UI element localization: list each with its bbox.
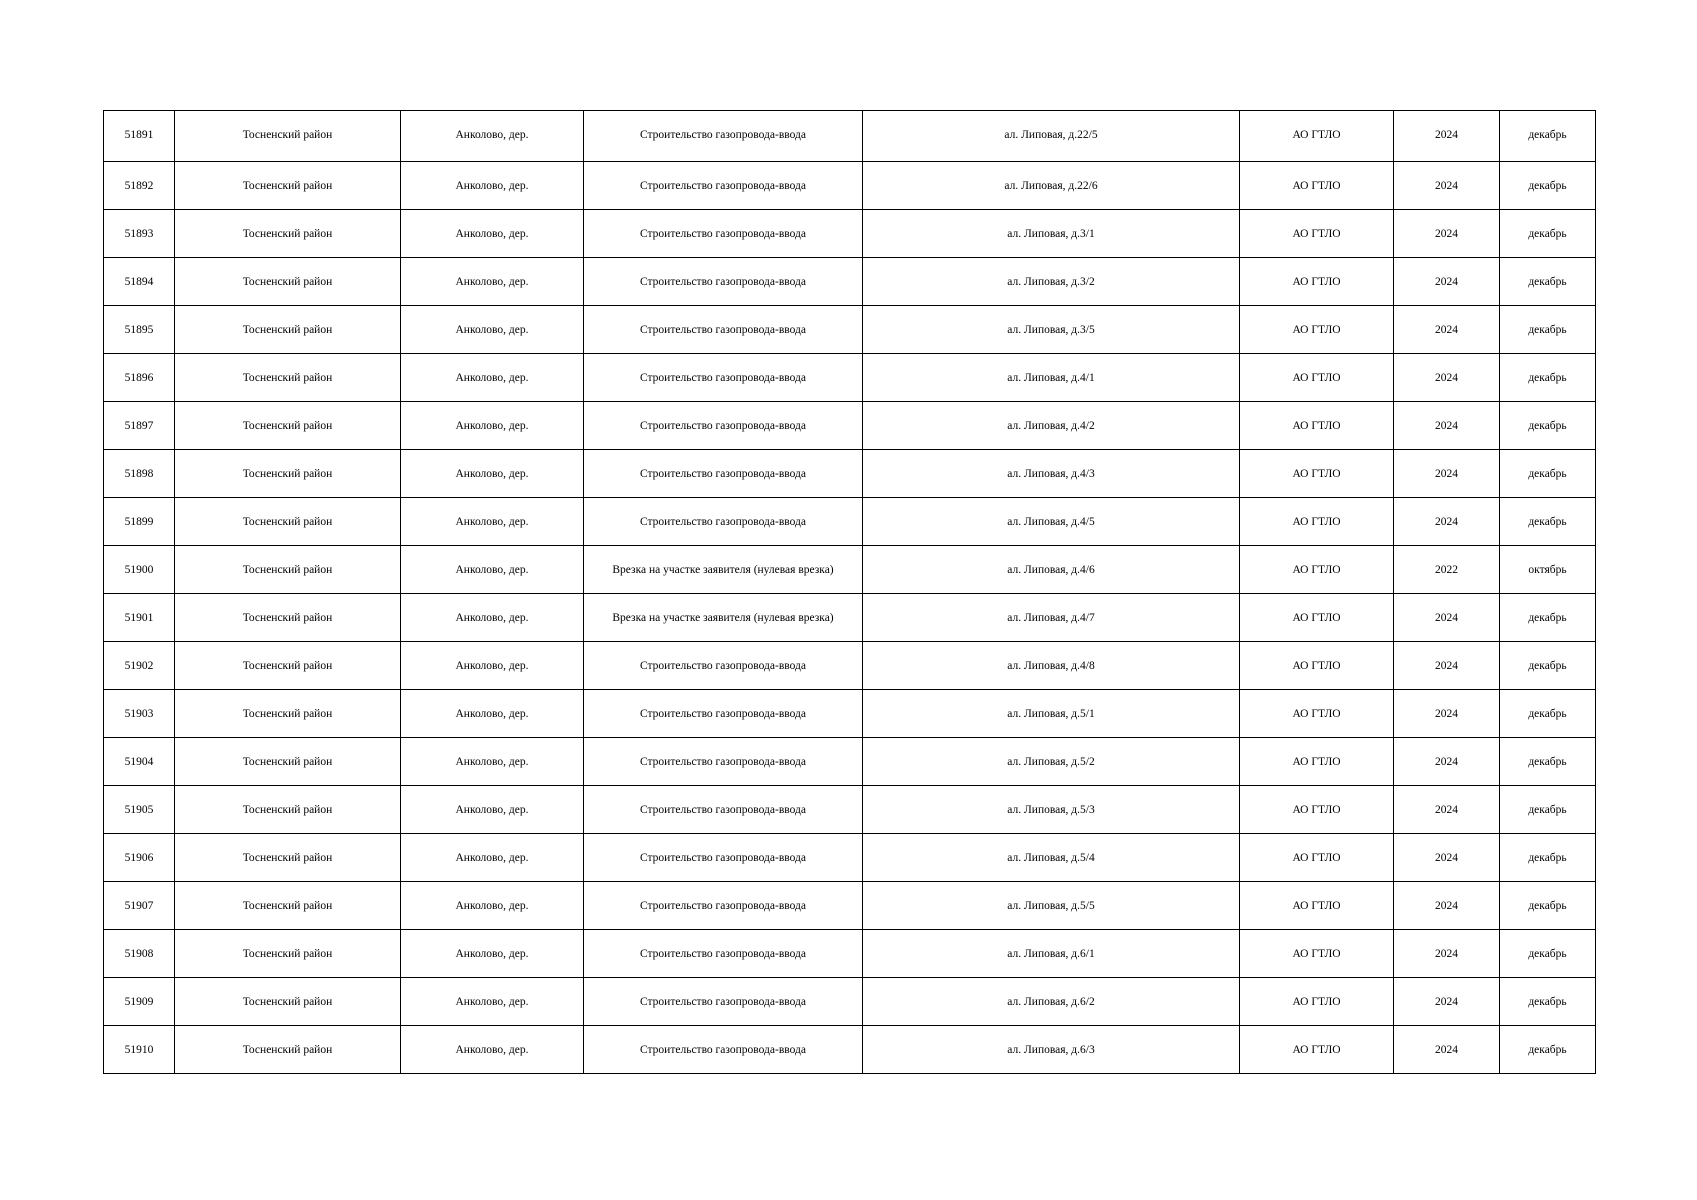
cell-address: ал. Липовая, д.3/2 [863,258,1240,306]
cell-year: 2024 [1394,690,1500,738]
cell-year: 2024 [1394,498,1500,546]
cell-locality: Анколово, дер. [401,738,584,786]
cell-address: ал. Липовая, д.4/5 [863,498,1240,546]
table-row [104,642,1596,690]
cell-month: декабрь [1500,738,1596,786]
cell-organization: АО ГТЛО [1240,210,1394,258]
cell-record-number: 51909 [104,978,175,1026]
cell-address: ал. Липовая, д.3/1 [863,210,1240,258]
cell-district: Тосненский район [175,882,401,930]
cell-record-number: 51902 [104,642,175,690]
table-row [104,978,1596,1026]
cell-month: декабрь [1500,354,1596,402]
cell-record-number: 51892 [104,162,175,210]
cell-record-number: 51898 [104,450,175,498]
table-row [104,546,1596,594]
cell-organization: АО ГТЛО [1240,642,1394,690]
cell-month: декабрь [1500,306,1596,354]
cell-organization: АО ГТЛО [1240,594,1394,642]
cell-work-type: Врезка на участке заявителя (нулевая врезка) [584,546,863,594]
cell-district: Тосненский район [175,642,401,690]
cell-work-type: Строительство газопровода-ввода [584,162,863,210]
cell-district: Тосненский район [175,306,401,354]
table-row [104,258,1596,306]
cell-year: 2024 [1394,642,1500,690]
cell-record-number: 51896 [104,354,175,402]
cell-month: декабрь [1500,498,1596,546]
cell-organization: АО ГТЛО [1240,834,1394,882]
cell-year: 2024 [1394,258,1500,306]
cell-month: декабрь [1500,210,1596,258]
cell-address: ал. Липовая, д.4/6 [863,546,1240,594]
cell-address: ал. Липовая, д.5/2 [863,738,1240,786]
cell-district: Тосненский район [175,690,401,738]
cell-address: ал. Липовая, д.6/3 [863,1026,1240,1074]
table-row [104,786,1596,834]
cell-organization: АО ГТЛО [1240,162,1394,210]
cell-record-number: 51895 [104,306,175,354]
cell-district: Тосненский район [175,594,401,642]
cell-month: декабрь [1500,1026,1596,1074]
cell-organization: АО ГТЛО [1240,450,1394,498]
cell-organization: АО ГТЛО [1240,258,1394,306]
cell-work-type: Строительство газопровода-ввода [584,882,863,930]
cell-work-type: Строительство газопровода-ввода [584,786,863,834]
cell-address: ал. Липовая, д.3/5 [863,306,1240,354]
cell-organization: АО ГТЛО [1240,930,1394,978]
table-row [104,882,1596,930]
cell-locality: Анколово, дер. [401,258,584,306]
cell-address: ал. Липовая, д.6/2 [863,978,1240,1026]
cell-record-number: 51891 [104,111,175,162]
cell-year: 2022 [1394,546,1500,594]
cell-month: декабрь [1500,594,1596,642]
cell-locality: Анколово, дер. [401,450,584,498]
cell-month: декабрь [1500,978,1596,1026]
cell-record-number: 51907 [104,882,175,930]
table-row [104,498,1596,546]
cell-address: ал. Липовая, д.4/7 [863,594,1240,642]
cell-record-number: 51908 [104,930,175,978]
cell-locality: Анколово, дер. [401,594,584,642]
cell-work-type: Строительство газопровода-ввода [584,306,863,354]
cell-year: 2024 [1394,111,1500,162]
cell-locality: Анколово, дер. [401,978,584,1026]
cell-district: Тосненский район [175,402,401,450]
table-row [104,594,1596,642]
cell-organization: АО ГТЛО [1240,354,1394,402]
cell-work-type: Строительство газопровода-ввода [584,354,863,402]
cell-record-number: 51906 [104,834,175,882]
cell-locality: Анколово, дер. [401,786,584,834]
cell-address: ал. Липовая, д.6/1 [863,930,1240,978]
table-row [104,1026,1596,1074]
cell-year: 2024 [1394,834,1500,882]
table-row [104,162,1596,210]
cell-locality: Анколово, дер. [401,498,584,546]
cell-address: ал. Липовая, д.5/1 [863,690,1240,738]
cell-address: ал. Липовая, д.5/4 [863,834,1240,882]
cell-address: ал. Липовая, д.22/6 [863,162,1240,210]
cell-work-type: Строительство газопровода-ввода [584,930,863,978]
cell-locality: Анколово, дер. [401,306,584,354]
cell-district: Тосненский район [175,498,401,546]
table-row [104,111,1596,162]
cell-locality: Анколово, дер. [401,162,584,210]
cell-locality: Анколово, дер. [401,402,584,450]
cell-locality: Анколово, дер. [401,1026,584,1074]
cell-district: Тосненский район [175,162,401,210]
table-row [104,210,1596,258]
cell-year: 2024 [1394,450,1500,498]
cell-year: 2024 [1394,786,1500,834]
cell-record-number: 51897 [104,402,175,450]
cell-address: ал. Липовая, д.5/3 [863,786,1240,834]
cell-year: 2024 [1394,882,1500,930]
cell-organization: АО ГТЛО [1240,402,1394,450]
cell-year: 2024 [1394,354,1500,402]
cell-work-type: Строительство газопровода-ввода [584,690,863,738]
cell-year: 2024 [1394,402,1500,450]
cell-district: Тосненский район [175,354,401,402]
cell-district: Тосненский район [175,930,401,978]
cell-month: декабрь [1500,882,1596,930]
cell-record-number: 51904 [104,738,175,786]
cell-locality: Анколово, дер. [401,882,584,930]
table-body [104,111,1596,1074]
gas-connection-table [103,110,1596,1074]
cell-record-number: 51901 [104,594,175,642]
cell-locality: Анколово, дер. [401,546,584,594]
cell-year: 2024 [1394,210,1500,258]
cell-work-type: Строительство газопровода-ввода [584,111,863,162]
table-row [104,690,1596,738]
cell-year: 2024 [1394,930,1500,978]
cell-address: ал. Липовая, д.4/1 [863,354,1240,402]
cell-organization: АО ГТЛО [1240,1026,1394,1074]
cell-locality: Анколово, дер. [401,111,584,162]
cell-month: октябрь [1500,546,1596,594]
cell-organization: АО ГТЛО [1240,498,1394,546]
cell-locality: Анколово, дер. [401,930,584,978]
cell-record-number: 51905 [104,786,175,834]
cell-month: декабрь [1500,111,1596,162]
cell-district: Тосненский район [175,450,401,498]
cell-record-number: 51894 [104,258,175,306]
table-row [104,738,1596,786]
cell-organization: АО ГТЛО [1240,738,1394,786]
cell-record-number: 51893 [104,210,175,258]
cell-month: декабрь [1500,162,1596,210]
cell-record-number: 51903 [104,690,175,738]
cell-record-number: 51899 [104,498,175,546]
cell-year: 2024 [1394,738,1500,786]
cell-record-number: 51910 [104,1026,175,1074]
cell-year: 2024 [1394,162,1500,210]
cell-district: Тосненский район [175,738,401,786]
cell-district: Тосненский район [175,1026,401,1074]
cell-address: ал. Липовая, д.4/2 [863,402,1240,450]
cell-district: Тосненский район [175,210,401,258]
cell-address: ал. Липовая, д.4/3 [863,450,1240,498]
cell-year: 2024 [1394,978,1500,1026]
cell-month: декабрь [1500,690,1596,738]
cell-address: ал. Липовая, д.4/8 [863,642,1240,690]
cell-month: декабрь [1500,834,1596,882]
cell-district: Тосненский район [175,546,401,594]
table-row [104,450,1596,498]
cell-district: Тосненский район [175,978,401,1026]
cell-work-type: Врезка на участке заявителя (нулевая врезка) [584,594,863,642]
cell-work-type: Строительство газопровода-ввода [584,498,863,546]
cell-organization: АО ГТЛО [1240,546,1394,594]
cell-work-type: Строительство газопровода-ввода [584,402,863,450]
cell-work-type: Строительство газопровода-ввода [584,834,863,882]
cell-work-type: Строительство газопровода-ввода [584,1026,863,1074]
cell-organization: АО ГТЛО [1240,786,1394,834]
cell-work-type: Строительство газопровода-ввода [584,210,863,258]
cell-year: 2024 [1394,1026,1500,1074]
table-row [104,930,1596,978]
cell-locality: Анколово, дер. [401,642,584,690]
cell-month: декабрь [1500,258,1596,306]
cell-month: декабрь [1500,930,1596,978]
cell-district: Тосненский район [175,786,401,834]
cell-organization: АО ГТЛО [1240,882,1394,930]
cell-address: ал. Липовая, д.22/5 [863,111,1240,162]
cell-district: Тосненский район [175,111,401,162]
cell-month: декабрь [1500,450,1596,498]
table-row [104,306,1596,354]
cell-locality: Анколово, дер. [401,834,584,882]
cell-month: декабрь [1500,786,1596,834]
cell-district: Тосненский район [175,258,401,306]
cell-work-type: Строительство газопровода-ввода [584,450,863,498]
cell-address: ал. Липовая, д.5/5 [863,882,1240,930]
cell-work-type: Строительство газопровода-ввода [584,978,863,1026]
cell-organization: АО ГТЛО [1240,690,1394,738]
cell-month: декабрь [1500,402,1596,450]
cell-work-type: Строительство газопровода-ввода [584,642,863,690]
cell-work-type: Строительство газопровода-ввода [584,738,863,786]
cell-record-number: 51900 [104,546,175,594]
table-row [104,402,1596,450]
cell-work-type: Строительство газопровода-ввода [584,258,863,306]
cell-year: 2024 [1394,594,1500,642]
cell-locality: Анколово, дер. [401,354,584,402]
cell-district: Тосненский район [175,834,401,882]
cell-organization: АО ГТЛО [1240,978,1394,1026]
cell-organization: АО ГТЛО [1240,306,1394,354]
table-row [104,354,1596,402]
cell-organization: АО ГТЛО [1240,111,1394,162]
table-row [104,834,1596,882]
cell-locality: Анколово, дер. [401,690,584,738]
cell-month: декабрь [1500,642,1596,690]
cell-locality: Анколово, дер. [401,210,584,258]
cell-year: 2024 [1394,306,1500,354]
